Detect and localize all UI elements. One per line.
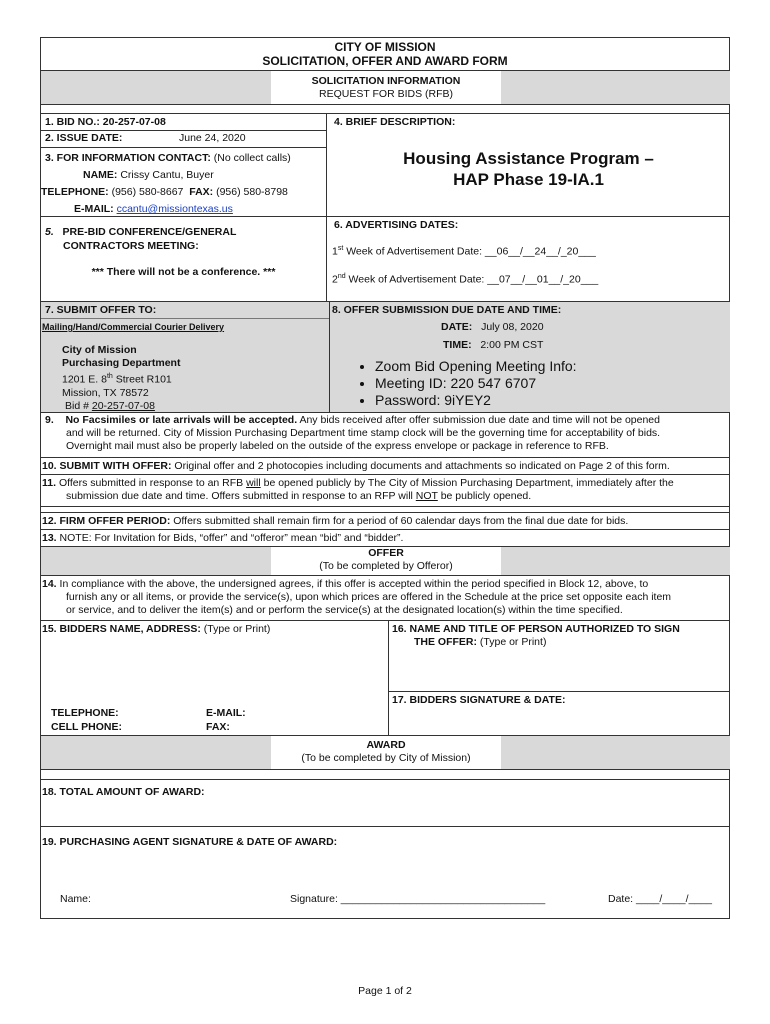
shade-offer-right <box>501 547 730 575</box>
due-date-value: July 08, 2020 <box>481 321 544 333</box>
zoom-bullet-3: • Password: 9iYEY2 <box>375 392 723 409</box>
bidder-phone-labels: TELEPHONE: CELL PHONE: <box>51 707 122 733</box>
total-award-label: 18. TOTAL AMOUNT OF AWARD: <box>42 786 205 798</box>
project-title: Housing Assistance Program – HAP Phase 19-IA.1 <box>403 149 654 189</box>
page-number: Page 1 of 2 <box>358 985 412 997</box>
shade-award-right <box>501 736 730 769</box>
form-header <box>41 40 729 68</box>
due-time: TIME: 2:00 PM CST <box>443 339 544 351</box>
contact-phone: (956) 580-8667 <box>111 186 184 198</box>
due-date-label: 8. OFFER SUBMISSION DUE DATE AND TIME: <box>332 304 562 316</box>
contact-fax: (956) 580-8798 <box>216 186 288 198</box>
contact-name: Crissy Cantu, Buyer <box>120 169 214 181</box>
advert-week-1: 1st Week of Advertisement Date: __06__/__24__/_20___ <box>332 245 596 258</box>
no-conference-note: *** There will not be a conference. *** <box>91 266 276 278</box>
city-title: CITY OF MISSION <box>334 40 436 54</box>
delivery-method: Mailing/Hand/Commercial Courier Delivery <box>42 322 225 332</box>
block-12: 12. FIRM OFFER PERIOD: Offers submitted shall remain firm for a period of 60 calendar days from the final due date for bids. <box>42 515 629 527</box>
due-date: DATE: July 08, 2020 <box>441 321 544 333</box>
bid-no-value: 20-257-07-08 <box>102 116 166 128</box>
submit-address: City of Mission Purchasing Department 1201 E. 8th Street R101 Mission, TX 78572 Bid # 20-257-07-08 <box>62 344 181 412</box>
block-10: 10. SUBMIT WITH OFFER: Original offer and 2 photocopies including documents and attachments so indicated on Page 2 of this form. <box>42 460 670 472</box>
contact-email-link[interactable]: ccantu@missiontexas.us <box>116 203 233 215</box>
block-13: 13. NOTE: For Invitation for Bids, “offer” and “offeror” mean “bid” and “bidder”. <box>42 532 404 544</box>
block-11: 11. Offers submitted in response to an RFB will be opened publicly by The City of Mission Purchasing Department, immediately after the submission due date and time. Offers submitted in response to an RFP will NOT be publicly opened. <box>42 477 674 502</box>
advertising-dates-label: 6. ADVERTISING DATES: <box>334 219 459 231</box>
block-9: 9. No Facsimiles or late arrivals will be accepted. Any bids received after offer submission due date and time will not be opened and will be returned. City of Mission Purchasing Department time stamp clock will be the governing time for acceptability of bids. Overnight mail must also be properly labeled on the outside of the express envelope or package in reference to RFB. <box>45 414 661 452</box>
brief-description-label: 4. BRIEF DESCRIPTION: <box>334 116 456 128</box>
bid-no: 1. BID NO.: 20-257-07-08 <box>45 116 166 128</box>
prebid-conference: 5. PRE-BID CONFERENCE/GENERAL CONTRACTORS MEETING: <box>45 226 237 252</box>
form-frame <box>40 37 730 919</box>
sign-name-label: Name: <box>60 893 91 905</box>
contact-block: 3. FOR INFORMATION CONTACT: (No collect calls) NAME: Crissy Cantu, Buyer TELEPHONE: (956) 580-8667 FAX: (956) 580-8798 E-MAIL: ccantu@missiontexas.us <box>41 152 291 215</box>
solicitation-info <box>271 75 501 101</box>
authorized-person-label: 16. NAME AND TITLE OF PERSON AUTHORIZED TO SIGN THE OFFER: (Type or Print) <box>392 623 680 648</box>
bidder-email-fax-labels: E-MAIL: FAX: <box>206 707 246 733</box>
due-time-value: 2:00 PM CST <box>480 339 544 351</box>
sign-date-line: Date: ____/____/____ <box>608 893 712 905</box>
sign-signature-line: Signature: ___________________________________ <box>290 893 546 905</box>
shade-right-1 <box>501 71 730 104</box>
zoom-bullet-2: • Meeting ID: 220 547 6707 <box>375 375 723 392</box>
shade-award-left <box>41 736 271 769</box>
award-heading: AWARD (To be completed by City of Mission) <box>301 739 471 764</box>
rfb-label: REQUEST FOR BIDS (RFB) <box>319 88 453 100</box>
shade-offer-left <box>41 547 271 575</box>
bidders-signature-label: 17. BIDDERS SIGNATURE & DATE: <box>392 694 566 706</box>
shade-left-1 <box>41 71 271 104</box>
form-title: SOLICITATION, OFFER AND AWARD FORM <box>262 54 508 68</box>
bidders-name-label: 15. BIDDERS NAME, ADDRESS: (Type or Print) <box>42 623 271 635</box>
bid-number-link: 20-257-07-08 <box>91 399 155 412</box>
advert-week-2: 2nd Week of Advertisement Date: __07__/__01__/_20___ <box>332 273 599 286</box>
sol-info-label: SOLICITATION INFORMATION <box>311 75 461 87</box>
offer-heading: OFFER (To be completed by Offeror) <box>319 547 453 572</box>
purchasing-agent-label: 19. PURCHASING AGENT SIGNATURE & DATE OF AWARD: <box>42 836 338 848</box>
zoom-bullet-1: • Zoom Bid Opening Meeting Info: <box>375 358 723 375</box>
submit-offer-label: 7. SUBMIT OFFER TO: <box>45 304 157 316</box>
issue-date: 2. ISSUE DATE: June 24, 2020 <box>45 132 246 144</box>
issue-date-value: June 24, 2020 <box>179 132 246 144</box>
zoom-info <box>343 358 723 409</box>
block-14: 14. In compliance with the above, the undersigned agrees, if this offer is accepted within the period specified in Block 12, above, to furnish any or all items, or provide the service(s), upon which prices are offered in the Schedule at the price set opposite each item or service, and to deliver the item(s) and or perform the service(s) at the designated location(s) within the time specified. <box>42 578 672 616</box>
